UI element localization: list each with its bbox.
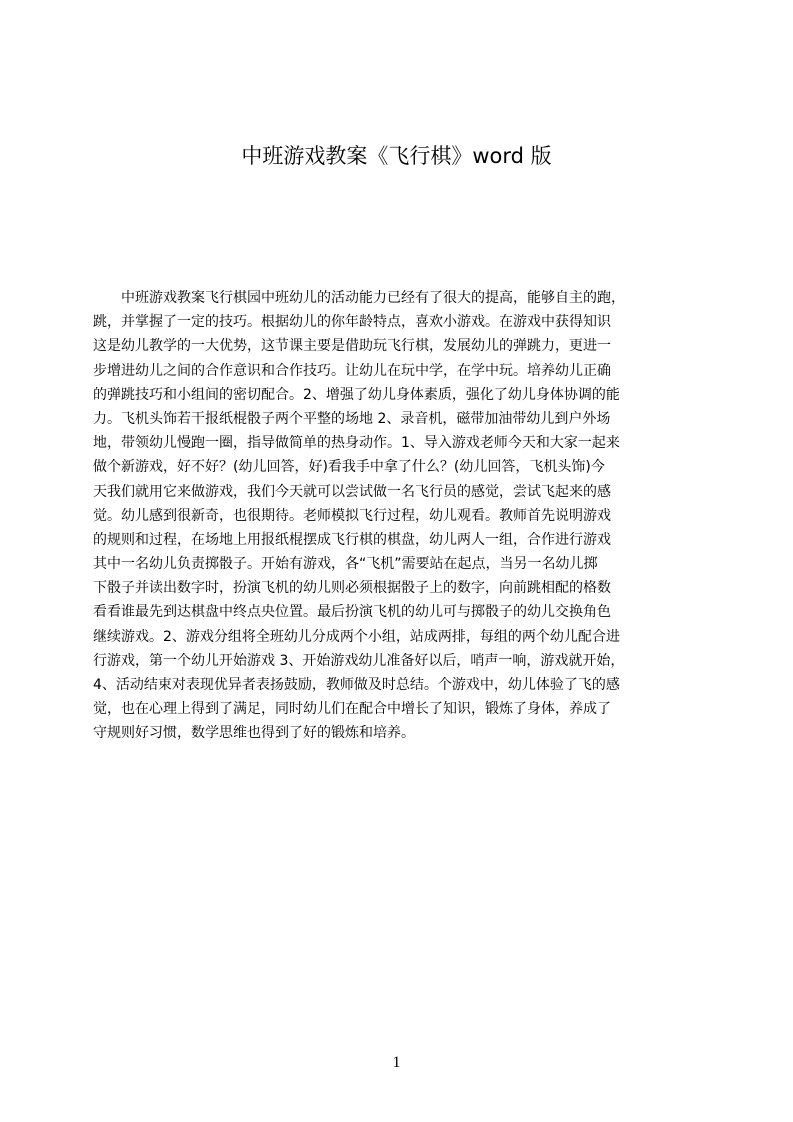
body-line: 其中一名幼儿负责掷骰子。开始有游戏，各“飞机”需要站在起点，当另一名幼儿掷 — [93, 556, 598, 573]
body-line: 觉。幼儿感到很新奇，也很期待。老师模拟飞行过程，幼儿观看。教师首先说明游戏 — [93, 507, 611, 524]
document-title: 中班游戏教案《飞行棋》word 版 — [241, 144, 552, 168]
body-line: 力。飞机头饰若干报纸棍骰子两个平整的场地 2、录音机，磁带加油带幼儿到户外场 — [93, 410, 611, 427]
body-line: 的弹跳技巧和小组间的密切配合。2、增强了幼儿身体素质，强化了幼儿身体协调的能 — [93, 386, 620, 403]
body-line: 做个新游戏，好不好？(幼儿回答，好)看我手中拿了什么？(幼儿回答，飞机头饰)今 — [93, 459, 605, 476]
page-number: 1 — [392, 1054, 401, 1071]
body-line: 天我们就用它来做游戏，我们今天就可以尝试做一名飞行员的感觉，尝试飞起来的感 — [93, 483, 611, 500]
body-line: 行游戏，第一个幼儿开始游戏 3、开始游戏幼儿准备好以后，哨声一响，游戏就开始， — [93, 652, 625, 669]
body-line: 4、活动结束对表现优异者表扬鼓励，教师做及时总结。个游戏中，幼儿体验了飞的感 — [93, 677, 620, 693]
body-line: 步增进幼儿之间的合作意识和合作技巧。让幼儿在玩中学，在学中玩。培养幼儿正确 — [93, 362, 611, 379]
body-line: 这是幼儿教学的一大优势，这节课主要是借助玩飞行棋，发展幼儿的弹跳力，更进一 — [93, 338, 611, 355]
document-body — [93, 286, 705, 746]
body-line: 地，带领幼儿慢跑一圈，指导做简单的热身动作。1、导入游戏老师今天和大家一起来 — [93, 435, 620, 452]
body-line: 下骰子并读出数字时，扮演飞机的幼儿则必须根据骰子上的数字，向前跳相配的格数 — [93, 580, 611, 597]
body-line: 守规则好习惯，数学思维也得到了好的锻炼和培养。 — [93, 725, 415, 742]
body-line: 的规则和过程，在场地上用报纸棍摆成飞行棋的棋盘，幼儿两人一组，合作进行游戏 — [93, 531, 611, 548]
body-line: 继续游戏。2、游戏分组将全班幼儿分成两个小组，站成两排，每组的两个幼儿配合进 — [93, 628, 620, 645]
body-line: 跳，并掌握了一定的技巧。根据幼儿的你年龄特点，喜欢小游戏。在游戏中获得知识 — [93, 314, 611, 331]
body-line: 中班游戏教案飞行棋园中班幼儿的活动能力已经有了很大的提高，能够自主的跑， — [93, 290, 625, 306]
body-line: 觉，也在心理上得到了满足，同时幼儿们在配合中增长了知识，锻炼了身体，养成了 — [93, 701, 611, 718]
body-line: 看看谁最先到达棋盘中终点央位置。最后扮演飞机的幼儿可与掷骰子的幼儿交换角色 — [93, 604, 611, 621]
